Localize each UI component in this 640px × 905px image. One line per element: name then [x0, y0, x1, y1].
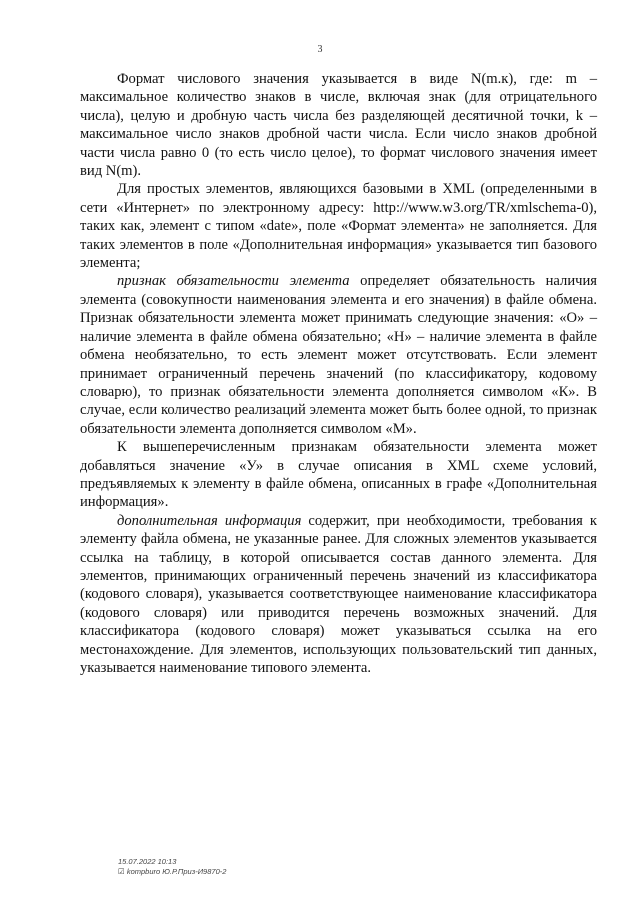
footer-reference-line [118, 867, 226, 877]
paragraph-simple-elements [80, 180, 597, 272]
paragraph-text: содержит, при необходимости, требования к элементу файла обмена, не указанные ранее. Для сложных элементов указывается ссылка на таблицу, в которой описывается состав данного элемента. Для элементов, принимающих ограниченный перечень значений из классификатора (кодового словаря), указывается соответствующее наименование классификатора (кодового словаря) или приводится перечень возможных значений. Для классификатора (кодового словаря) может указываться ссылка на его местонахождение. Для элементов, использующих пользовательский тип данных, указывается наименование типового элемента. [80, 512, 598, 676]
paragraph-text: определяет обязательность наличия элемента (совокупности наименования элемента и его значения) в файле обмена. Признак обязательности элемента может принимать следующие значения: «О» – наличие элемента в файле обмена обязательно; «Н» – наличие элемента в файле обмена необязательно, то есть элемент может отсутствовать. Если элемент принимает ограниченный перечень значений (по классификатору, кодовому словарю), то признак обязательности элемента дополняется символом «К». В случае, если количество реализаций элемента может быть более одной, то признак обязательности элемента дополняется символом «М». [80, 273, 597, 437]
paragraph-text: Формат числового значения указывается в виде N(m.к), где: m – максимальное количество знаков в числе, включая знак (для отрицательного числа), целую и дробную часть числа без разделяющей десятичной точки, k – максимальное число знаков дробной части числа. Если число знаков дробной части числа равно 0 (то есть число целое), то формат числового значения имеет вид N(m). [80, 71, 597, 180]
document-mark-icon: ☑ [118, 867, 125, 876]
defined-term: дополнительная информация [117, 512, 302, 529]
defined-term: признак обязательности элемента [117, 273, 350, 290]
paragraph-required-flag [80, 272, 597, 438]
paragraph-additional-info [80, 512, 597, 678]
footer-reference: kompburo Ю.Р.Приз-И9870-2 [126, 867, 227, 876]
paragraph-number-format [80, 70, 597, 180]
paragraph-condition-flag [80, 438, 597, 512]
paragraph-text: Для простых элементов, являющихся базовыми в XML (определенными в сети «Интернет» по электронному адресу: http://www.w3.org/TR/xmlschema-0), таких как, элемент с типом «date», поле «Формат элемента» не заполняется. Для таких элементов в поле «Дополнительная информация» указывается тип базового элемента; [80, 181, 597, 272]
paragraph-text: К вышеперечисленным признакам обязательности элемента может добавляться значение «У» в случае описания в XML схеме условий, предъявляемых к элементу в файле обмена, описанных в графе «Дополнительная информация». [80, 439, 597, 511]
document-body [80, 70, 597, 677]
footer-timestamp: 15.07.2022 10:13 [118, 857, 177, 866]
document-footer [118, 857, 226, 877]
page-number: 3 [317, 44, 323, 55]
